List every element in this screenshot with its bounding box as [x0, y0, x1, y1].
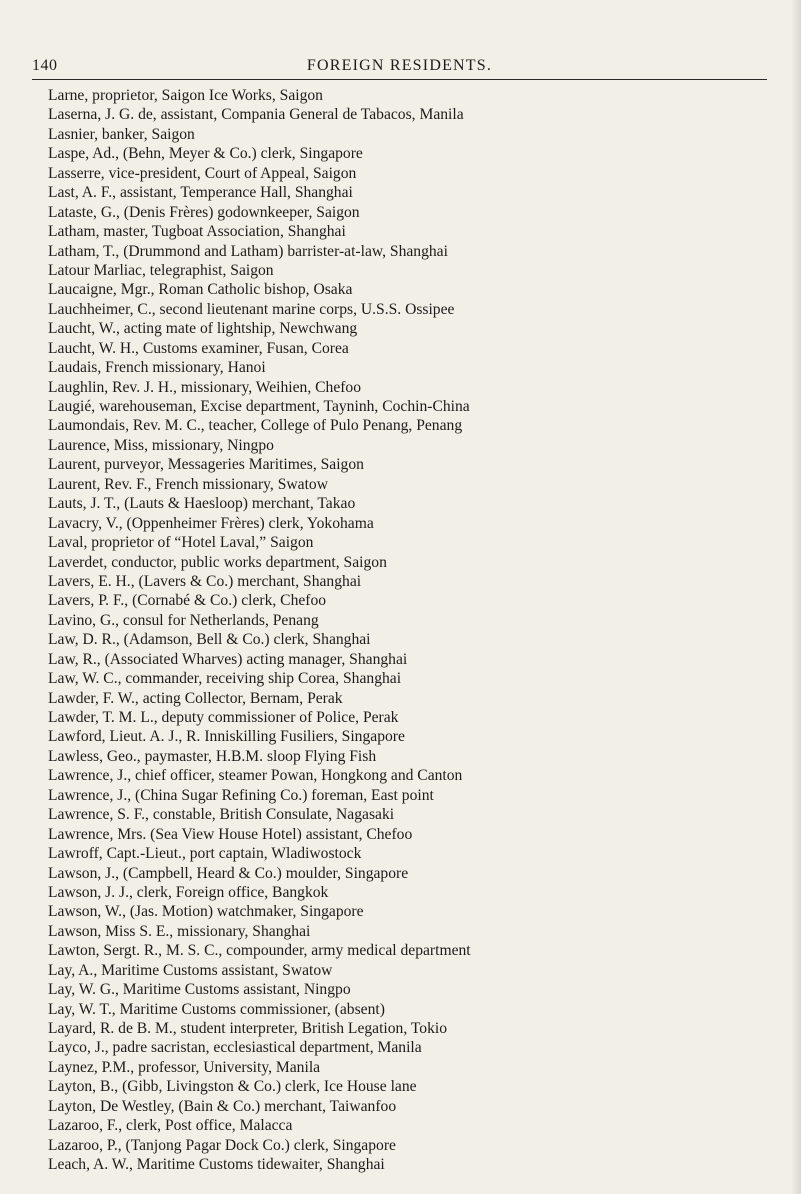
directory-entry: Lavino, G., consul for Netherlands, Penang [48, 611, 319, 629]
directory-entry: Laurent, purveyor, Messageries Maritimes, Saigon [48, 456, 364, 474]
directory-entry: Lawrence, S. F., constable, British Consulate, Nagasaki [48, 806, 395, 824]
directory-entry: Lay, W. G., Maritime Customs assistant, Ningpo [48, 981, 351, 999]
directory-entry: Lay, W. T., Maritime Customs commissioner, (absent) [48, 1000, 385, 1018]
directory-entry: Laynez, P.M., professor, University, Manila [48, 1058, 321, 1076]
directory-entry: Lasnier, banker, Saigon [48, 125, 195, 143]
directory-entry: Lauchheimer, C., second lieutenant marine corps, U.S.S. Ossipee [48, 300, 455, 318]
directory-entry: Laserna, J. G. de, assistant, Compania General de Tabacos, Manila [48, 106, 464, 124]
directory-entry: Latham, T., (Drummond and Latham) barrister-at-law, Shanghai [48, 242, 448, 260]
directory-entry: Lawson, J., (Campbell, Heard & Co.) moulder, Singapore [48, 864, 409, 882]
running-title: FOREIGN RESIDENTS. [306, 57, 493, 74]
directory-entry: Lazaroo, F., clerk, Post office, Malacca [48, 1117, 293, 1135]
directory-entry: Lawrence, Mrs. (Sea View House Hotel) assistant, Chefoo [48, 825, 413, 843]
directory-entry: Lawton, Sergt. R., M. S. C., compounder, army medical department [48, 942, 471, 960]
directory-entry: Lataste, G., (Denis Frères) godownkeeper, Saigon [48, 203, 360, 221]
directory-entry: Laughlin, Rev. J. H., missionary, Weihien, Chefoo [48, 378, 362, 396]
directory-entry: Leach, A. W., Maritime Customs tidewaiter, Shanghai [48, 1156, 385, 1174]
directory-entry: Lawson, W., (Jas. Motion) watchmaker, Singapore [48, 903, 364, 921]
page-number: 140 [32, 57, 58, 74]
directory-entry: Laspe, Ad., (Behn, Meyer & Co.) clerk, Singapore [48, 145, 363, 163]
directory-entry: Last, A. F., assistant, Temperance Hall, Shanghai [48, 184, 353, 202]
directory-entry: Lawroff, Capt.-Lieut., port captain, Wladiwostock [48, 845, 362, 863]
directory-entry: Laugié, warehouseman, Excise department, Tayninh, Cochin-China [48, 398, 470, 415]
directory-entry: Laudais, French missionary, Hanoi [48, 359, 266, 377]
directory-entry: Lawless, Geo., paymaster, H.B.M. sloop Flying Fish [48, 747, 377, 765]
directory-entry: Laucht, W., acting mate of lightship, Newchwang [48, 320, 358, 338]
directory-entry: Lavers, P. F., (Cornabé & Co.) clerk, Chefoo [48, 592, 327, 610]
directory-entry: Layco, J., padre sacristan, ecclesiastical department, Manila [48, 1039, 422, 1057]
directory-entry: Laucaigne, Mgr., Roman Catholic bishop, Osaka [48, 281, 353, 299]
directory-entry: Lazaroo, P., (Tanjong Pagar Dock Co.) clerk, Singapore [48, 1136, 396, 1154]
directory-entry: Lavacry, V., (Oppenheimer Frères) clerk, Yokohama [48, 514, 374, 532]
directory-entry: Larne, proprietor, Saigon Ice Works, Saigon [48, 87, 323, 104]
directory-entry: Layton, B., (Gibb, Livingston & Co.) clerk, Ice House lane [48, 1078, 417, 1096]
page-header [32, 55, 767, 80]
directory-entry: Lauts, J. T., (Lauts & Haesloop) merchant, Takao [48, 495, 356, 513]
directory-entry: Lawford, Lieut. A. J., R. Inniskilling Fusiliers, Singapore [48, 728, 405, 746]
directory-entry: Lawder, T. M. L., deputy commissioner of Police, Perak [48, 709, 399, 726]
directory-entry: Law, R., (Associated Wharves) acting manager, Shanghai [48, 650, 408, 668]
directory-entry: Laucht, W. H., Customs examiner, Fusan, Corea [48, 339, 349, 357]
directory-entry: Lawson, Miss S. E., missionary, Shanghai [48, 922, 311, 940]
directory-entry: Laurent, Rev. F., French missionary, Swatow [48, 475, 328, 493]
directory-entry: Lawson, J. J., clerk, Foreign office, Bangkok [48, 883, 329, 901]
directory-entry: Laumondais, Rev. M. C., teacher, College of Pulo Penang, Penang [48, 417, 463, 435]
directory-entry: Lasserre, vice-president, Court of Appeal, Saigon [48, 164, 357, 182]
directory-entry: Lawder, F. W., acting Collector, Bernam, Perak [48, 689, 343, 707]
directory-entry: Laval, proprietor of “Hotel Laval,” Saigon [48, 534, 314, 552]
directory-entry: Laurence, Miss, missionary, Ningpo [48, 436, 274, 454]
directory-entry: Law, W. C., commander, receiving ship Corea, Shanghai [48, 670, 402, 688]
directory-entry: Laverdet, conductor, public works department, Saigon [48, 553, 387, 571]
directory-entry: Latour Marliac, telegraphist, Saigon [48, 261, 274, 279]
directory-entry: Lawrence, J., (China Sugar Refining Co.) foreman, East point [48, 786, 434, 804]
directory-entry: Lay, A., Maritime Customs assistant, Swatow [48, 961, 333, 979]
directory-entry: Latham, master, Tugboat Association, Shanghai [48, 223, 346, 241]
directory-entry: Layton, De Westley, (Bain & Co.) merchant, Taiwanfoo [48, 1097, 397, 1115]
page-edge-shadow [791, 0, 801, 1194]
directory-entry: Law, D. R., (Adamson, Bell & Co.) clerk, Shanghai [48, 631, 371, 649]
directory-entry: Layard, R. de B. M., student interpreter, British Legation, Tokio [48, 1020, 448, 1037]
directory-entry: Lavers, E. H., (Lavers & Co.) merchant, Shanghai [48, 572, 362, 590]
entry-list [48, 86, 783, 1175]
directory-entry: Lawrence, J., chief officer, steamer Powan, Hongkong and Canton [48, 767, 463, 785]
